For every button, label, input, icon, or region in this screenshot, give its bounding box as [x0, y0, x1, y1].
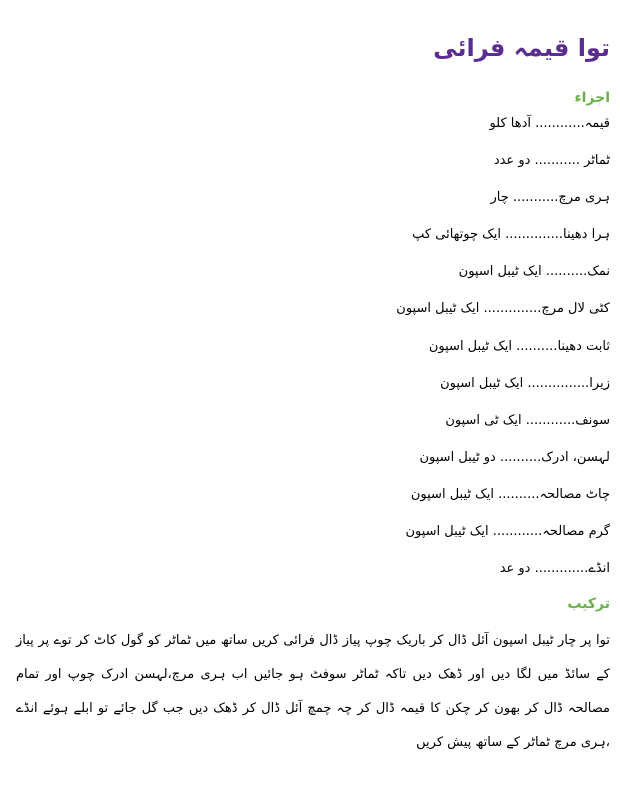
- ingredient-item: چاٹ مصالحہ.......... ایک ٹیبل اسپون: [410, 486, 610, 502]
- ingredient-item: قیمہ............ آدھا کلو: [489, 116, 610, 131]
- ingredient-item: کٹی لال مرچ.............. ایک ٹیبل اسپون: [396, 301, 610, 317]
- method-heading: ترکیب: [567, 596, 610, 613]
- ingredient-item: ہرا دھینا.............. ایک چوتھائی کپ: [412, 227, 610, 243]
- ingredients-heading: اجزاء: [574, 90, 610, 106]
- ingredient-item: لہسن، ادرک.......... دو ٹیبل اسپون: [419, 449, 610, 465]
- ingredient-item: سونف............ ایک ٹی اسپون: [445, 412, 610, 428]
- recipe-title: توا قیمہ فرائی: [433, 34, 610, 62]
- ingredient-item: زیرا............... ایک ٹیبل اسپون: [440, 375, 610, 391]
- ingredients-list: [16, 114, 610, 579]
- ingredient-item: نمک.......... ایک ٹیبل اسپون: [458, 264, 610, 280]
- method-paragraph: توا پر چار ٹیبل اسپون آئل ڈال کر باریک چوپ پیاز ڈال فرائی کریں ساتھ میں ٹماٹر کو گول کاٹ کر توے پر پیاز کے سائڈ میں لگا دیں اور ڈھک دیں تاکہ ٹماٹر سوفٹ ہو جائیں اب ہری مرچ،لہسن ادرک چوپ اور تمام مصالحہ ڈال کر بھون کر چکن کا قیمہ ڈال کر چہ چمچ آئل ڈال کر ڈھک دیں جب گل جائے تو ابلے ہوئے انڈے ،ہری مرچ ٹماٹر کے ساتھ پیش کریں: [16, 633, 610, 751]
- ingredient-item: انڈے............. دو عد: [499, 561, 610, 577]
- ingredient-item: ثابت دھینا.......... ایک ٹیبل اسپون: [428, 338, 610, 354]
- ingredient-item: ہری مرچ........... چار: [490, 190, 610, 206]
- ingredient-item: ٹماٹر ........... دو عدد: [493, 153, 610, 169]
- ingredient-item: گرم مصالحہ............ ایک ٹیبل اسپون: [405, 524, 610, 540]
